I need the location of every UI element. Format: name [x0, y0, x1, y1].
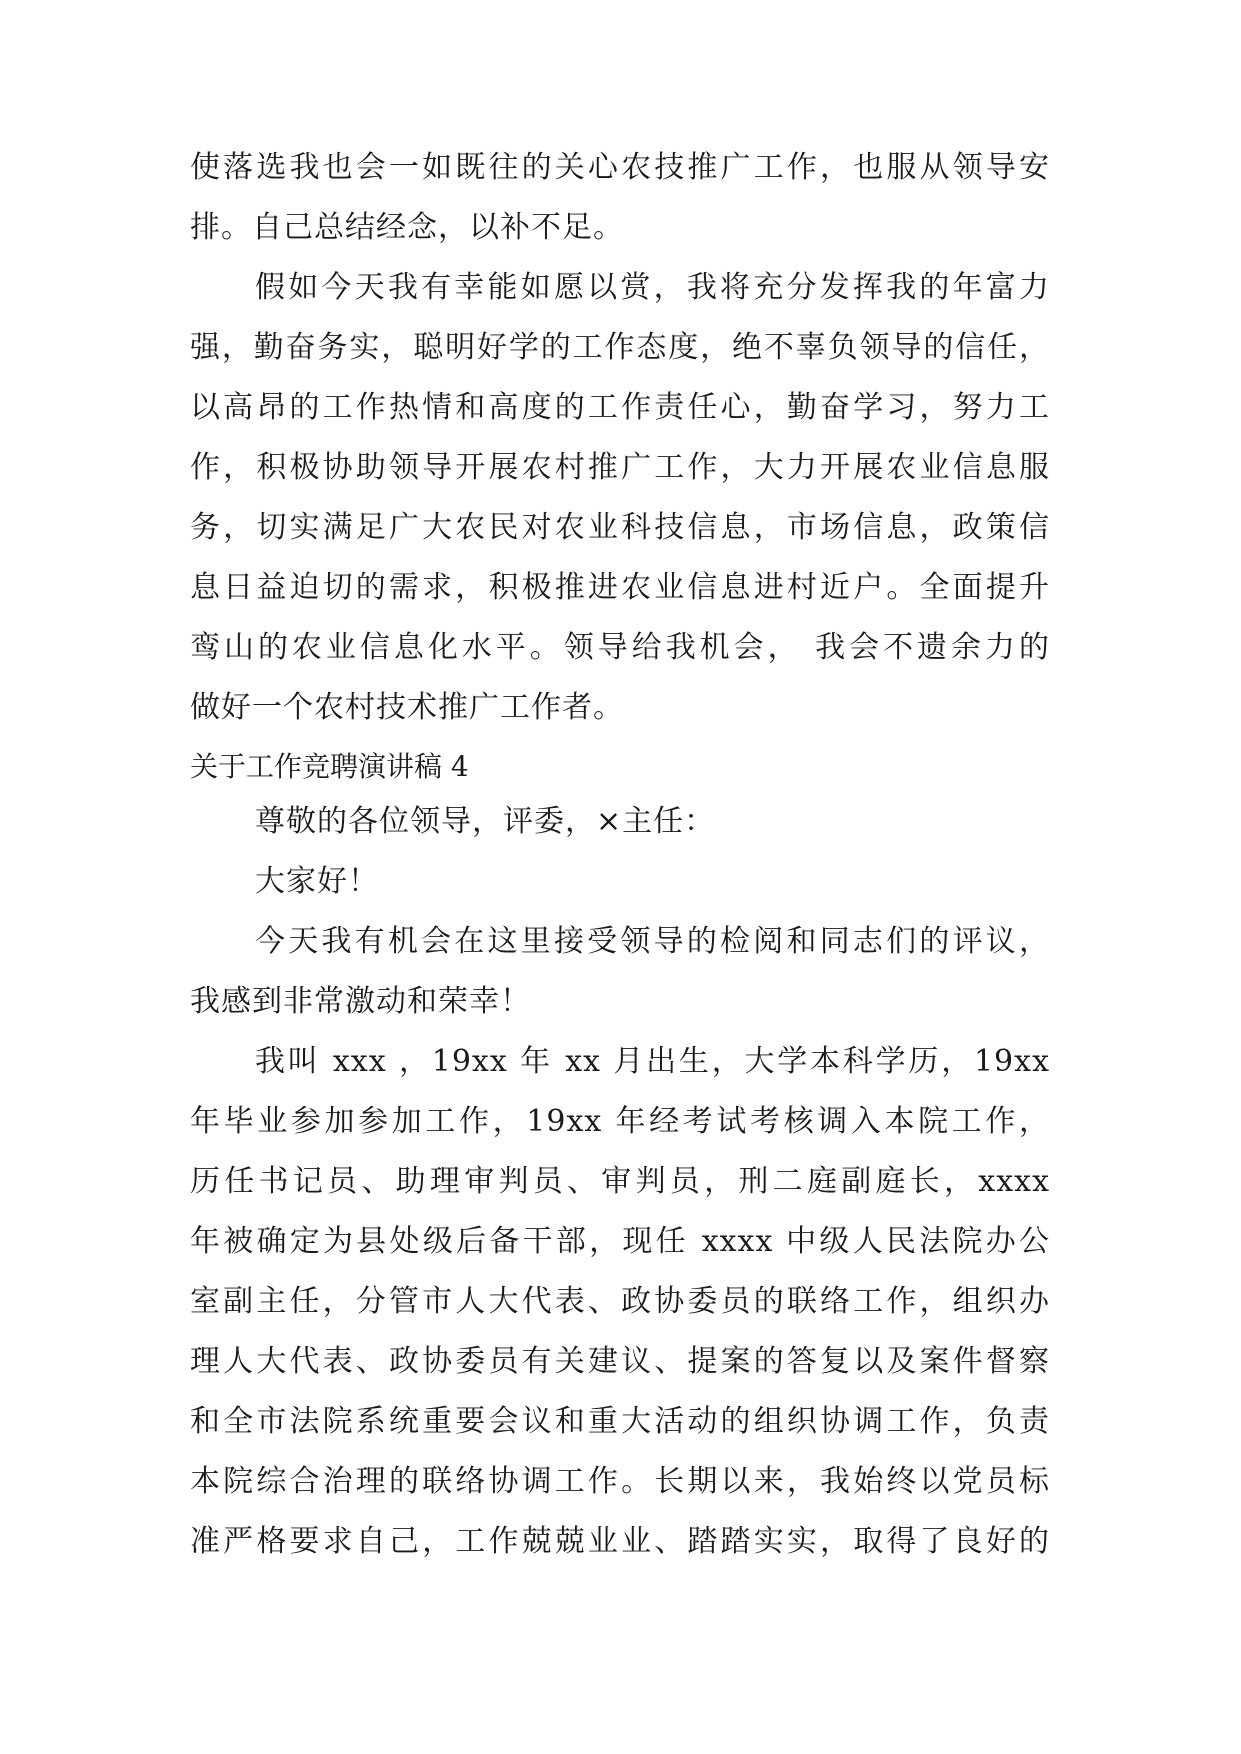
text-line: 排。自己总结经念，以补不足。 — [190, 210, 624, 245]
text-line: 鸾山的农业信息化水平。领导给我机会， 我会不遗余力的 — [190, 630, 1050, 665]
text-line: 历任书记员、助理审判员、审判员，刑二庭副庭长，xxxx — [190, 1164, 1050, 1199]
text-line: 年被确定为县处级后备干部，现任 xxxx 中级人民法院办公 — [190, 1224, 1050, 1259]
text-line: 大家好！ — [255, 864, 379, 899]
text-line: 年毕业参加参加工作，19xx 年经考试考核调入本院工作， — [190, 1104, 1050, 1139]
text-line: 息日益迫切的需求，积极推进农业信息进村近户。全面提升 — [190, 570, 1050, 605]
text-line: 尊敬的各位领导，评委，×主任： — [255, 804, 716, 839]
text-line: 做好一个农村技术推广工作者。 — [190, 690, 624, 725]
text-line: 准严格要求自己，工作兢兢业业、踏踏实实，取得了良好的 — [190, 1524, 1050, 1559]
text-line: 理人大代表、政协委员有关建议、提案的答复以及案件督察 — [190, 1344, 1050, 1379]
text-line: 今天我有机会在这里接受领导的检阅和同志们的评议， — [255, 924, 1050, 959]
text-line: 以高昂的工作热情和高度的工作责任心，勤奋学习，努力工 — [190, 390, 1050, 425]
text-line: 强，勤奋务实，聪明好学的工作态度，绝不辜负领导的信任， — [190, 330, 1050, 365]
text-line: 假如今天我有幸能如愿以赏，我将充分发挥我的年富力 — [255, 270, 1050, 305]
text-line: 我感到非常激动和荣幸！ — [190, 984, 531, 1019]
text-line: 本院综合治理的联络协调工作。长期以来，我始终以党员标 — [190, 1464, 1050, 1499]
text-line: 和全市法院系统重要会议和重大活动的组织协调工作，负责 — [190, 1404, 1050, 1439]
text-line: 室副主任，分管市人大代表、政协委员的联络工作，组织办 — [190, 1284, 1050, 1319]
text-line: 作，积极协助领导开展农村推广工作，大力开展农业信息服 — [190, 450, 1050, 485]
section-heading: 关于工作竞聘演讲稿 4 — [190, 750, 469, 783]
text-line: 使落选我也会一如既往的关心农技推广工作，也服从领导安 — [190, 150, 1050, 185]
text-line: 我叫 xxx ，19xx 年 xx 月出生，大学本科学历，19xx — [255, 1044, 1050, 1079]
text-line: 务，切实满足广大农民对农业科技信息，市场信息，政策信 — [190, 510, 1050, 545]
